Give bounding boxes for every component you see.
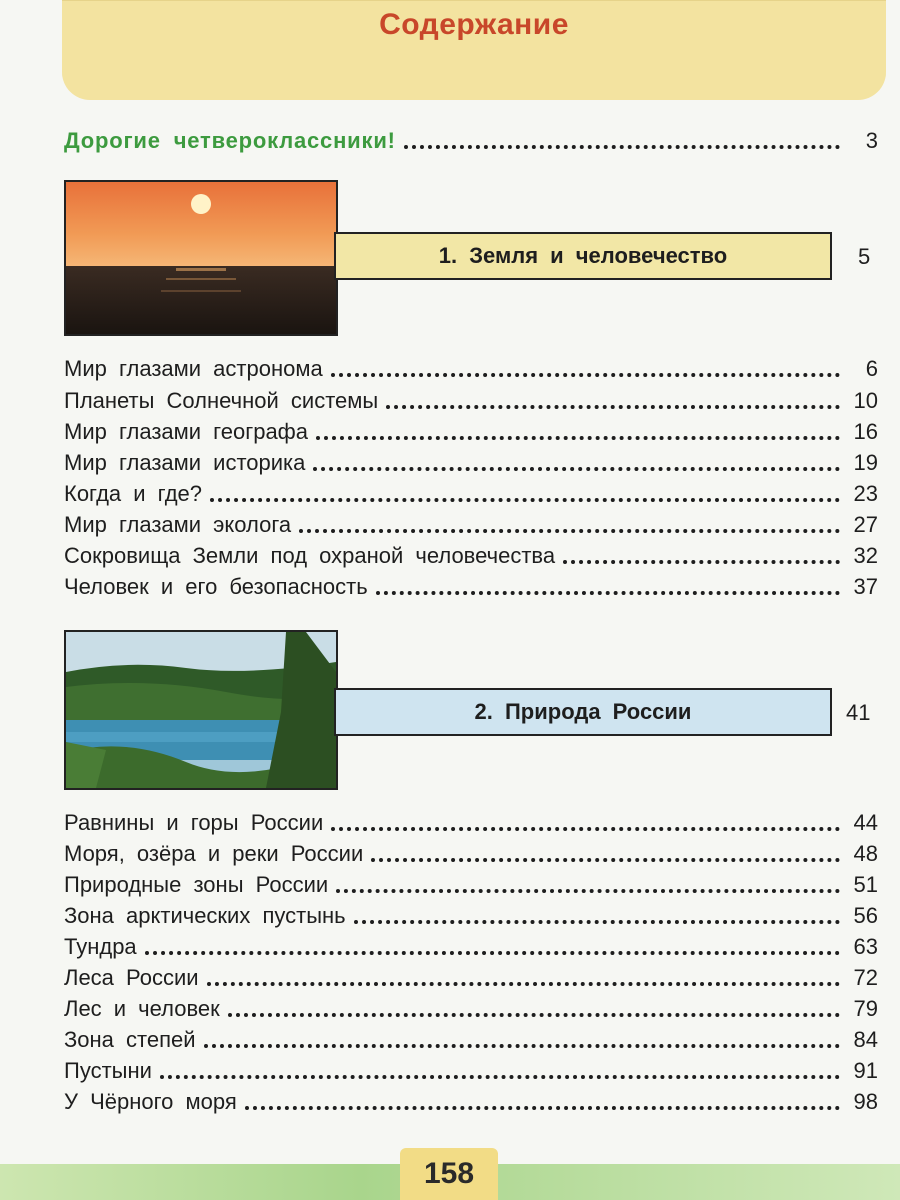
toc-item-title: Планеты Солнечной системы — [64, 388, 379, 413]
toc-item[interactable] — [64, 446, 878, 476]
section-2-title-box[interactable] — [334, 688, 832, 736]
sunset-sea-photo — [64, 180, 338, 336]
toc-item-title: Когда и где? — [64, 481, 203, 506]
section-1-title: 1. Земля и человечество — [438, 243, 728, 268]
toc-item-page: 56 — [853, 903, 878, 928]
page-number: 158 — [400, 1148, 498, 1200]
toc-item-title: Лес и человек — [64, 996, 220, 1021]
toc-item[interactable] — [64, 508, 878, 538]
toc-item[interactable] — [64, 868, 878, 898]
leader-dots — [371, 858, 840, 862]
leader-dots — [210, 498, 840, 502]
toc-item-page: 32 — [853, 543, 878, 568]
toc-item-title: Сокровища Земли под охраной человечества — [64, 543, 556, 568]
leader-dots — [145, 951, 840, 955]
toc-item[interactable] — [64, 415, 878, 445]
toc-item[interactable] — [64, 992, 878, 1022]
toc-item-page: 98 — [853, 1089, 878, 1114]
leader-dots — [204, 1044, 840, 1048]
toc-item[interactable] — [64, 837, 878, 867]
toc-item[interactable] — [64, 539, 878, 569]
leader-dots — [316, 436, 840, 440]
toc-item-page: 19 — [853, 450, 878, 475]
leader-dots — [228, 1013, 840, 1017]
toc-item-page: 23 — [853, 481, 878, 506]
toc-item-title: Моря, озёра и реки России — [64, 841, 364, 866]
toc-item-page: 72 — [853, 965, 878, 990]
section-1-page: 5 — [858, 244, 871, 269]
leader-dots — [299, 529, 840, 533]
leader-dots — [404, 145, 840, 149]
leader-dots — [563, 560, 840, 564]
forest-lake-photo — [64, 630, 338, 790]
toc-item-page: 10 — [853, 388, 878, 413]
toc-item-title: Природные зоны России — [64, 872, 329, 897]
toc-item-title: Леса России — [64, 965, 199, 990]
toc-item[interactable] — [64, 1054, 878, 1084]
header-banner — [62, 0, 886, 100]
page-title: Содержание — [379, 8, 569, 41]
toc-item[interactable] — [64, 930, 878, 960]
toc-item-title: Мир глазами астронома — [64, 356, 323, 381]
toc-item-page: 91 — [853, 1058, 878, 1083]
toc-item-title: Зона степей — [64, 1027, 196, 1052]
toc-item-page: 44 — [853, 810, 878, 835]
toc-item-page: 84 — [853, 1027, 878, 1052]
leader-dots — [386, 405, 840, 409]
toc-item[interactable] — [64, 352, 878, 382]
toc-item-title: Зона арктических пустынь — [64, 903, 346, 928]
toc-item-title: Равнины и горы России — [64, 810, 324, 835]
leader-dots — [376, 591, 840, 595]
toc-item-page: 51 — [853, 872, 878, 897]
toc-item-title: У Чёрного моря — [64, 1089, 237, 1114]
toc-item-page: 37 — [853, 574, 878, 599]
leader-dots — [160, 1075, 840, 1079]
leader-dots — [207, 982, 840, 986]
toc-intro-page: 3 — [865, 128, 878, 153]
toc-item-title: Мир глазами географа — [64, 419, 309, 444]
toc-item-page: 63 — [853, 934, 878, 959]
leader-dots — [331, 827, 840, 831]
toc-item[interactable] — [64, 570, 878, 600]
leader-dots — [313, 467, 840, 471]
toc-item[interactable] — [64, 477, 878, 507]
toc-item[interactable] — [64, 384, 878, 414]
toc-item-title: Тундра — [64, 934, 137, 959]
toc-item-title: Пустыни — [64, 1058, 152, 1083]
toc-item-page: 16 — [853, 419, 878, 444]
leader-dots — [245, 1106, 840, 1110]
toc-item-page: 6 — [865, 356, 878, 381]
leader-dots — [354, 920, 840, 924]
toc-item-page: 48 — [853, 841, 878, 866]
toc-item-title: Человек и его безопасность — [64, 574, 368, 599]
toc-intro-row[interactable] — [64, 124, 878, 154]
leader-dots — [331, 373, 840, 377]
toc-item[interactable] — [64, 961, 878, 991]
toc-item-page: 79 — [853, 996, 878, 1021]
toc-item[interactable] — [64, 899, 878, 929]
section-2-title: 2. Природа России — [474, 699, 692, 724]
section-1-title-box[interactable] — [334, 232, 832, 280]
toc-item[interactable] — [64, 806, 878, 836]
toc-item[interactable] — [64, 1085, 878, 1115]
toc-intro-title: Дорогие четвероклассники! — [64, 128, 396, 153]
toc-item[interactable] — [64, 1023, 878, 1053]
section-2-page: 41 — [846, 700, 871, 725]
toc-item-page: 27 — [853, 512, 878, 537]
toc-item-title: Мир глазами эколога — [64, 512, 292, 537]
toc-item-title: Мир глазами историка — [64, 450, 306, 475]
leader-dots — [336, 889, 840, 893]
